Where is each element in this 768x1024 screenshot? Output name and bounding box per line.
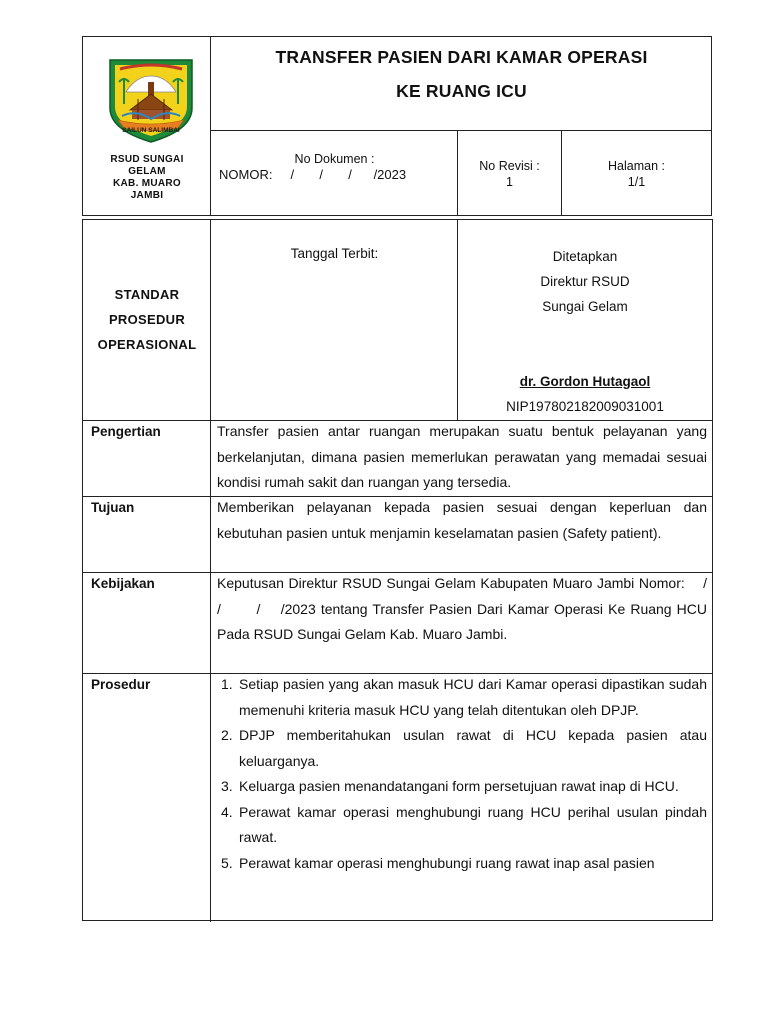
halaman-value: 1/1	[627, 175, 646, 189]
no-dokumen-label: No Dokumen :	[294, 152, 375, 166]
prosedur-item-text: Keluarga pasien menandatangani form persetujuan rawat inap di HCU.	[239, 778, 679, 794]
prosedur-item-number: 2.	[221, 727, 233, 743]
prosedur-item-text: Perawat kamar operasi menghubungi ruang HCU perihal usulan pindah rawat.	[239, 803, 707, 845]
jabatan-line-2: Sungai Gelam	[542, 299, 628, 314]
hospital-logo	[106, 54, 196, 144]
prosedur-item-text: DPJP memberitahukan usulan rawat di HCU kepada pasien atau keluarganya.	[239, 727, 707, 769]
document-title	[212, 37, 711, 129]
prosedur-item-number: 4.	[221, 803, 233, 820]
prosedur-item-text: Setiap pasien yang akan masuk HCU dari Kamar operasi dipastikan sudah memenuhi kriteria masuk HCU yang telah ditentukan oleh DPJP.	[239, 676, 707, 718]
prosedur-item	[217, 774, 707, 800]
hospital-name-line: GELAM	[128, 166, 166, 177]
prosedur-item	[217, 723, 707, 774]
prosedur-item-number: 3.	[221, 778, 233, 794]
prosedur-list	[217, 672, 707, 876]
no-revisi-value: 1	[506, 175, 513, 189]
prosedur-item	[217, 800, 707, 851]
sop-label-line: STANDAR	[114, 287, 180, 302]
hospital-name-line: JAMBI	[130, 190, 164, 201]
prosedur-item	[217, 672, 707, 723]
tujuan-label: Tujuan	[91, 500, 135, 515]
header-table	[82, 36, 712, 216]
director-name: dr. Gordon Hutagaol	[519, 374, 651, 389]
prosedur-item-number: 5.	[221, 854, 233, 871]
no-revisi-label: No Revisi :	[479, 159, 540, 173]
sop-label	[83, 282, 211, 357]
hospital-name-line: RSUD SUNGAI	[110, 154, 184, 165]
nomor-dokumen: NOMOR: / / / /2023	[219, 167, 407, 182]
sop-label-line: OPERASIONAL	[97, 337, 197, 352]
hospital-name	[87, 154, 207, 202]
hospital-name-line: KAB. MUARO	[113, 178, 181, 189]
prosedur-item-text: Perawat kamar operasi menghubungi ruang rawat inap asal pasien	[239, 854, 655, 871]
sop-table	[82, 219, 743, 921]
tujuan-text: Memberikan pelayanan kepada pasien sesuai dengan keperluan dan kebutuhan pasien untuk menjamin keselamatan pasien (Safety patient).	[217, 499, 707, 541]
tanggal-terbit: Tanggal Terbit:	[290, 246, 379, 261]
approval-block	[458, 244, 712, 419]
prosedur-label: Prosedur	[91, 677, 151, 692]
pengertian-label: Pengertian	[91, 424, 161, 439]
title-line-1: TRANSFER PASIEN DARI KAMAR OPERASI	[275, 47, 648, 67]
ditetapkan-label: Ditetapkan	[552, 249, 618, 264]
halaman-label: Halaman :	[608, 159, 665, 173]
kebijakan-label: Kebijakan	[91, 576, 155, 591]
pengertian-text: Transfer pasien antar ruangan merupakan suatu bentuk pelayanan yang berkelanjutan, dimana pasien memerlukan perawatan yang memadai sesuai kondisi rumah sakit dan ruangan yang tersedia.	[217, 423, 707, 490]
prosedur-item	[217, 851, 707, 877]
jabatan-line-1: Direktur RSUD	[540, 274, 630, 289]
director-nip: NIP197802182009031001	[506, 399, 664, 414]
sop-label-line: PROSEDUR	[108, 312, 186, 327]
title-line-2: KE RUANG ICU	[396, 81, 527, 101]
logo-caption: SAILUN SALIMBAI	[122, 127, 180, 134]
logo-cell	[83, 37, 211, 215]
prosedur-item-number: 1.	[221, 676, 233, 692]
kebijakan-text: Keputusan Direktur RSUD Sungai Gelam Kabupaten Muaro Jambi Nomor: / / / /2023 tentang Transfer Pasien Dari Kamar Operasi Ke Ruang HCU Pada RSUD Sungai Gelam Kab. Muaro Jambi.	[217, 575, 743, 642]
